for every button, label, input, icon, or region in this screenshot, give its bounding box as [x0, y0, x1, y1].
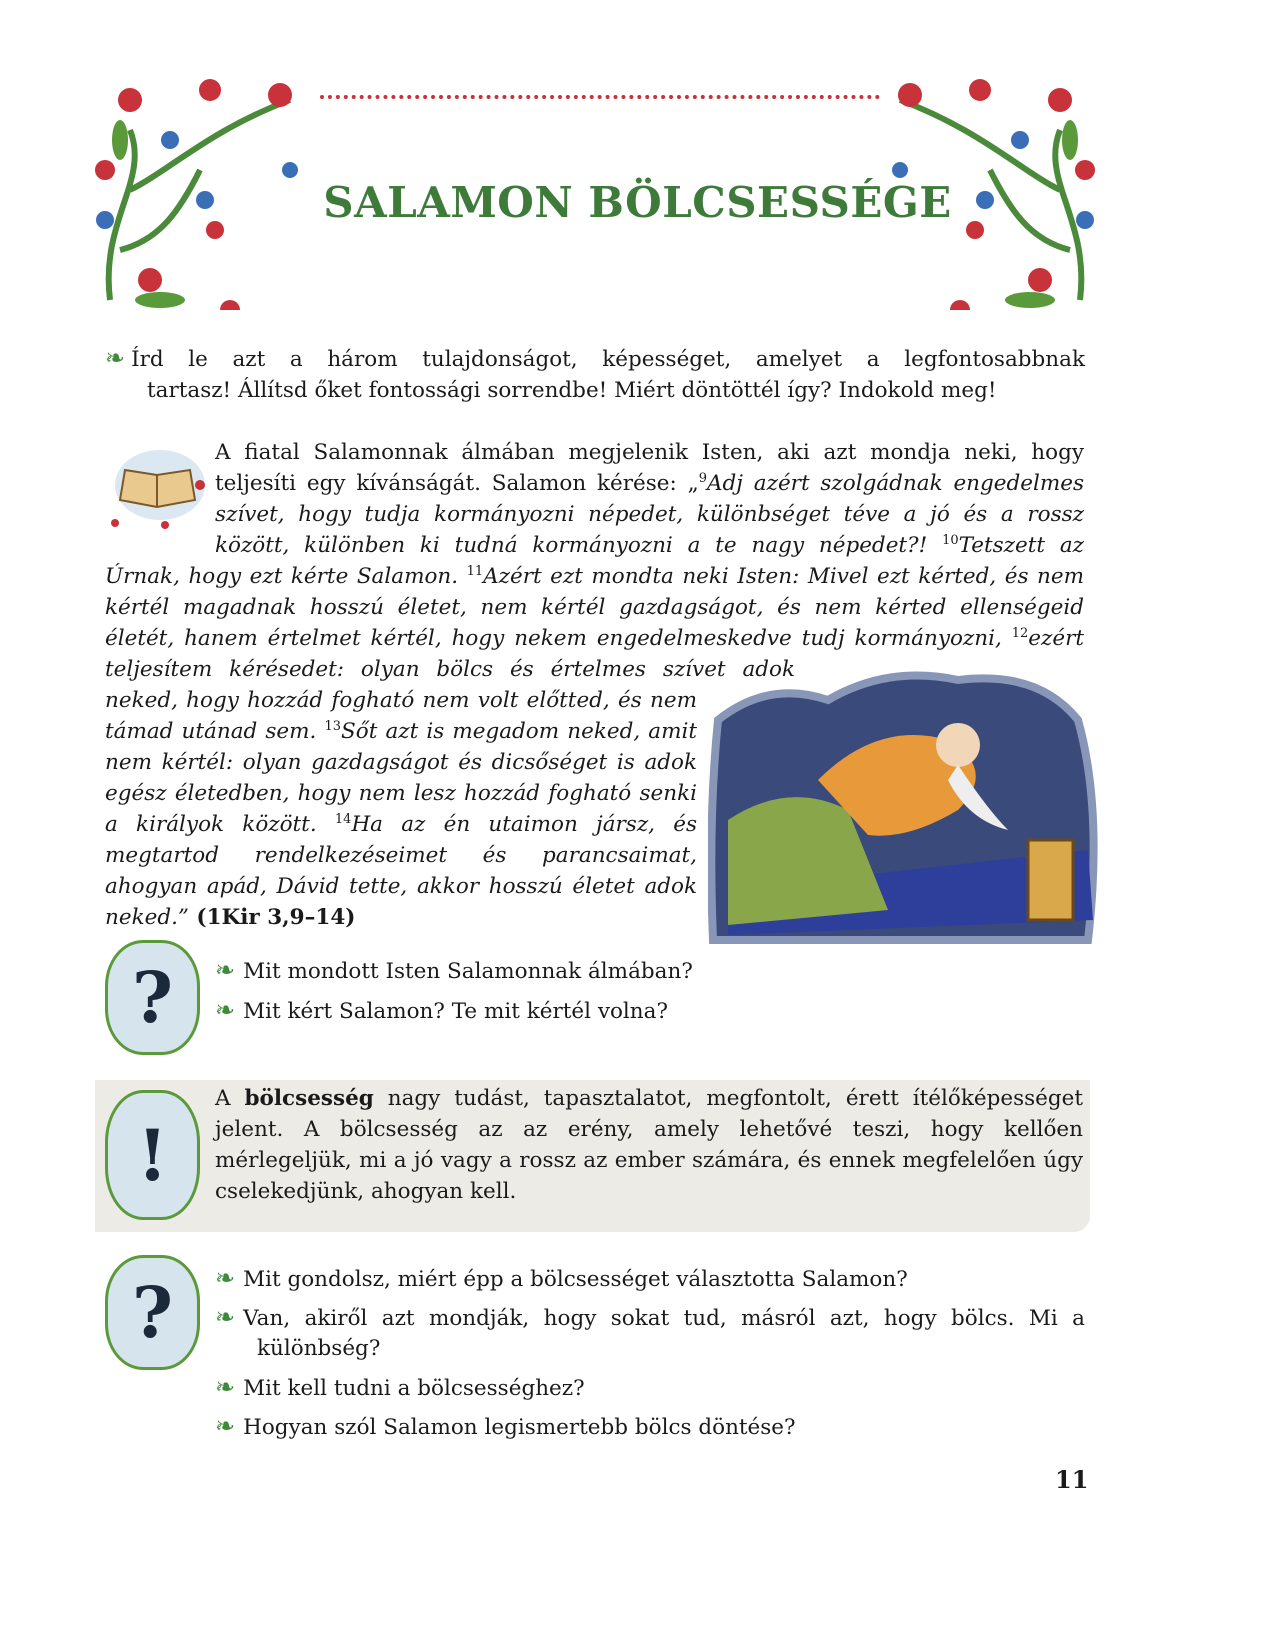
dotted-border-decoration [320, 95, 880, 99]
exclamation-icon [105, 1090, 200, 1220]
question-item [215, 995, 668, 1027]
leaf-bullet-icon: ❧ [215, 1373, 236, 1401]
leaf-bullet-icon: ❧ [215, 956, 236, 984]
question-text: Mit gondolsz, miért épp a bölcsességet választotta Salamon? [243, 1267, 908, 1292]
book-icon [105, 445, 215, 538]
verse-number: 14 [334, 811, 352, 827]
question-item [215, 1302, 1085, 1334]
question-item [215, 1411, 796, 1443]
question-text: Mit mondott Isten Salamonnak álmában? [243, 959, 693, 984]
leaf-bullet-icon: ❧ [215, 1264, 236, 1292]
verse-text: Adj azért szolgádnak engedelmes szívet, hogy tudja kormányozni népedet, különbséget téve a jó és a rossz között, különben ki tudná kormányozni a te nagy népedet?! [215, 471, 1085, 558]
question-mark: ? [131, 956, 173, 1039]
bible-reference: (1Kir 3,9–14) [188, 905, 356, 930]
verse-number: 12 [1011, 625, 1029, 641]
page-number: 11 [1055, 1465, 1089, 1494]
verse-text: Ha az én utaimon jársz, és megtartod rendelkezéseimet és parancsaimat, ahogyan apád, Dávid tette, akkor hosszú életet adok neked.” [105, 812, 697, 930]
question-item [215, 1372, 585, 1404]
definition-term: bölcsesség [244, 1086, 374, 1111]
definition-text: A [215, 1086, 245, 1111]
verse-text: Sőt azt is megadom neked, amit nem kértél: olyan gazdagságot és dicsőséget is adok egész életedben, hogy nem lesz hozzád fogható senki a királyok között. [105, 719, 697, 837]
exclamation-mark: ! [137, 1114, 168, 1197]
question-text: Mit kell tudni a bölcsességhez? [243, 1376, 585, 1401]
question-text: Mit kért Salamon? Te mit kértél volna? [243, 999, 668, 1024]
leaf-bullet-icon: ❧ [215, 996, 236, 1024]
leaf-bullet-icon: ❧ [105, 344, 126, 372]
verse-text: ezért teljesítem kérésedet: olyan bölcs és értelmes szívet adok neked, hogy hozzád fogható nem volt előtted, és nem támad utánad sem. [105, 626, 1084, 744]
question-text: különbség? [257, 1336, 381, 1361]
verse-text: Azért ezt mondta neki Isten: Mivel ezt kérted, és nem kértél magadnak hosszú életet, nem kértél gazdagságot, és nem kérted ellenségeid életét, hanem értelmet kértél, hogy nekem engedelmeskedve tudj kormányozni, [105, 564, 1084, 651]
passage-intro: A fiatal Salamonnak álmában megjelenik Isten, aki azt mondja neki, hogy teljesíti egy kívánságát. Salamon kérése: „ [215, 440, 1084, 496]
question-text: Hogyan szól Salamon legismertebb bölcs döntése? [243, 1415, 796, 1440]
task-instruction [105, 343, 1085, 406]
sleeping-solomon-illustration [708, 660, 1098, 945]
definition-text: nagy tudást, tapasztalatot, megfontolt, érett ítélőképességet jelent. A bölcsesség az az erény, amely lehetővé teszi, hogy kellően mérlegeljük, mi a jó vagy a rossz az ember számára, és ennek megfelelően úgy cselekedjünk, ahogyan kell. [215, 1086, 1083, 1204]
task-line: tartasz! Állítsd őket fontossági sorrendbe! Miért döntöttél így? Indokold meg! [147, 378, 997, 403]
question-icon [105, 1255, 200, 1370]
verse-text: Tetszett az Úrnak, hogy ezt kérte Salamon. [105, 533, 1084, 589]
verse-number: 9 [698, 470, 708, 486]
question-item [215, 1263, 908, 1295]
question-mark: ? [131, 1271, 173, 1354]
question-text: Van, akiről azt mondják, hogy sokat tud, másról azt, hogy bölcs. Mi a [243, 1306, 1085, 1331]
task-line: Írd le azt a három tulajdonságot, képességet, amelyet a legfontosabbnak [131, 347, 1085, 372]
verse-number: 13 [324, 718, 342, 734]
verse-number: 11 [466, 563, 484, 579]
wisdom-definition [215, 1083, 1083, 1207]
page-title: SALAMON BÖLCSESSÉGE [323, 178, 952, 227]
leaf-bullet-icon: ❧ [215, 1412, 236, 1440]
question-item [215, 955, 693, 987]
leaf-bullet-icon: ❧ [215, 1303, 236, 1331]
verse-number: 10 [942, 532, 959, 548]
question-icon [105, 940, 200, 1055]
